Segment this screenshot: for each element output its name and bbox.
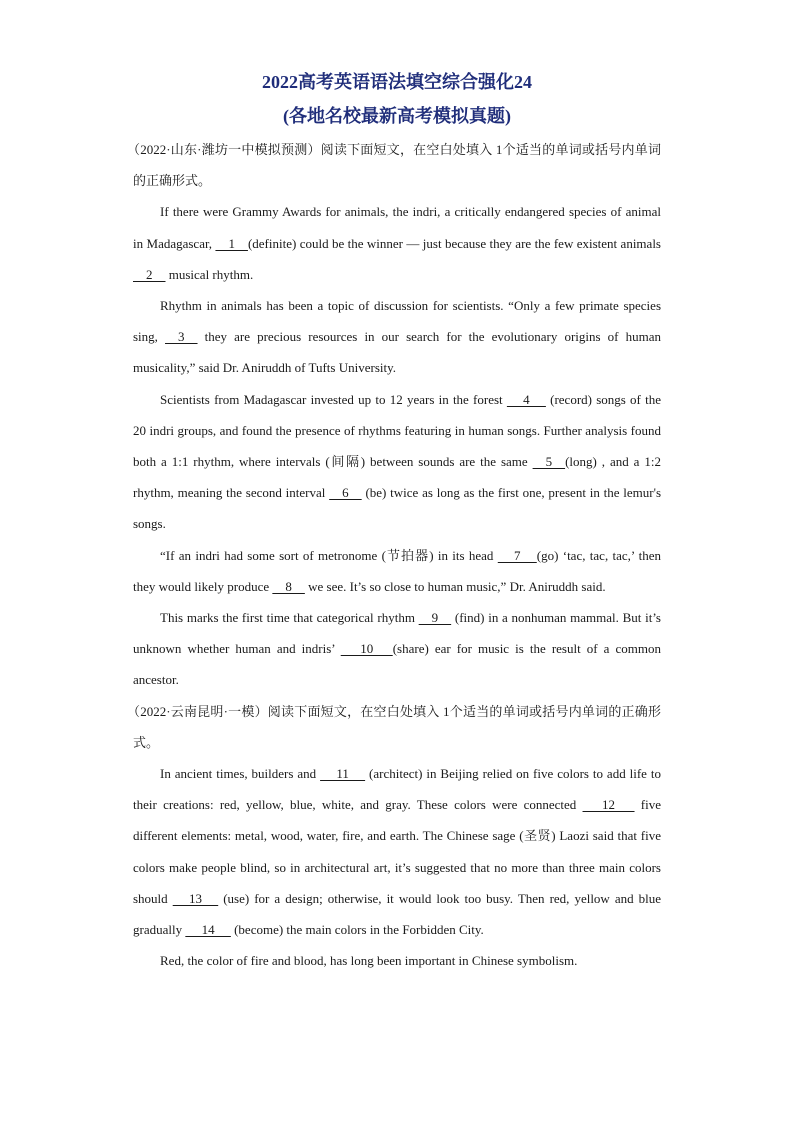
- passage-text: five different elements: metal, wood, water, fire, and earth. The Chinese sage (圣贤) Laozi said that five colors make people blind, so in architectural art, it’s suggested that no more than three main colors should: [133, 797, 661, 906]
- section2-passage: [133, 758, 661, 976]
- passage-text: (find) in a nonhuman mammal. But it’s unknown whether human and indris’: [133, 610, 661, 657]
- answer-blank[interactable]: 12: [582, 797, 635, 813]
- passage-text: we see. It’s so close to human music,” Dr. Aniruddh said.: [304, 578, 606, 594]
- passage-text: (architect) in Beijing relied on five colors to add life to their creations: red, yellow, blue, white, and gray. These colors were connected: [133, 766, 661, 813]
- answer-blank[interactable]: 1: [215, 235, 248, 251]
- passage-text: In ancient times, builders and: [160, 766, 321, 782]
- passage-text: This marks the first time that categorical rhythm: [160, 610, 419, 626]
- passage-paragraph: [133, 196, 661, 290]
- passage-paragraph: [133, 540, 661, 602]
- passage-text: (use) for a design; otherwise, it would look too busy. Then red, yellow and blue gradually: [133, 890, 662, 938]
- passage-paragraph: [133, 945, 661, 976]
- passage-text: (go) ‘tac, tac, tac,’ then they would likely produce: [133, 547, 661, 594]
- passage-text: Rhythm in animals has been a topic of discussion for scientists. “Only a few primate species sing,: [133, 298, 661, 345]
- passage-text: (become) the main colors in the Forbidden City.: [230, 922, 484, 938]
- passage-text: Red, the color of fire and blood, has long been important in Chinese symbolism.: [160, 953, 578, 969]
- answer-blank[interactable]: 10: [340, 641, 393, 657]
- passage-text: (record) songs of the 20 indri groups, and found the presence of rhythms featuring in human songs. Further analysis found both a 1:1 rhythm, where intervals (间隔) between sounds are the same: [133, 391, 661, 470]
- passage-text: musical rhythm.: [165, 266, 254, 282]
- passage-text: “If an indri had some sort of metronome (节拍器) in its head: [160, 547, 498, 563]
- passage-text: (share) ear for music is the result of a common ancestor.: [133, 641, 661, 688]
- answer-blank[interactable]: 7: [497, 547, 537, 563]
- answer-blank[interactable]: 2: [133, 266, 166, 282]
- passage-text: they are precious resources in our search for the evolutionary origins of human musicality,” said Dr. Aniruddh of Tufts University.: [133, 329, 661, 376]
- section1-instructions: （2022·山东·潍坊一中模拟预测）阅读下面短文，在空白处填入 1个适当的单词或括号内单词的正确形式。: [127, 142, 661, 189]
- answer-blank[interactable]: 11: [320, 766, 366, 782]
- passage-paragraph: [133, 602, 661, 696]
- answer-blank[interactable]: 6: [329, 485, 362, 501]
- document-title: 2022高考英语语法填空综合强化24: [262, 72, 532, 92]
- section1-passage: [133, 196, 661, 695]
- passage-paragraph: [133, 290, 661, 384]
- passage-text: (definite) could be the winner — just because they are the few existent animals: [247, 235, 661, 251]
- passage-text: Scientists from Madagascar invested up to 12 years in the forest: [160, 391, 507, 407]
- passage-text: If there were Grammy Awards for animals, the indri, a critically endangered species of animal in Madagascar,: [133, 204, 661, 251]
- document-subtitle: (各地名校最新高考模拟真题): [283, 106, 511, 126]
- passage-text: (be) twice as long as the first one, present in the lemur's songs.: [133, 485, 661, 532]
- answer-blank[interactable]: 14: [185, 922, 231, 938]
- answer-blank[interactable]: 8: [272, 578, 305, 594]
- passage-paragraph: [133, 758, 661, 945]
- passage-text: (long) , and a 1:2 rhythm, meaning the second interval: [133, 454, 661, 501]
- answer-blank[interactable]: 4: [506, 391, 546, 407]
- answer-blank[interactable]: 9: [418, 610, 452, 626]
- answer-blank[interactable]: 5: [532, 454, 566, 470]
- answer-blank[interactable]: 13: [172, 890, 219, 906]
- answer-blank[interactable]: 3: [165, 329, 198, 345]
- passage-paragraph: [133, 384, 661, 540]
- section2-instructions: （2022·云南昆明·一模）阅读下面短文，在空白处填入 1个适当的单词或括号内单词的正确形式。: [127, 703, 661, 750]
